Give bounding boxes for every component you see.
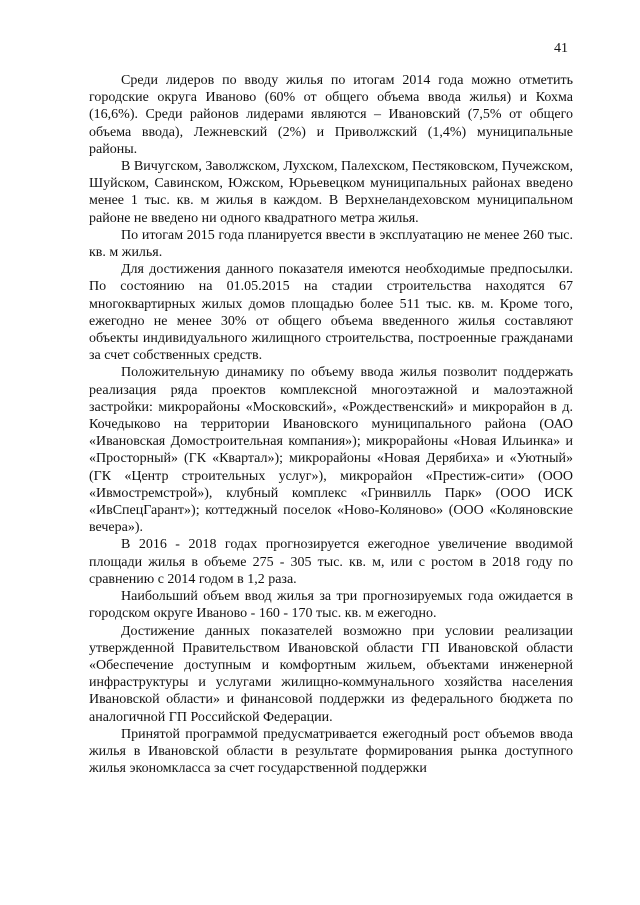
paragraph: Принятой программой предусматривается ежегодный рост объемов ввода жилья в Ивановской области в результате формирования рынка доступного жилья экономкласса за счет государственной поддержки: [89, 726, 573, 777]
paragraph: В Вичугском, Заволжском, Лухском, Палехском, Пестяковском, Пучежском, Шуйском, Савинском, Южском, Юрьевецком муниципальных районах введено менее 1 тыс. кв. м жилья в каждом. В Верхнеландеховском муниципальном районе не введено ни одного квадратного метра жилья.: [89, 159, 573, 226]
paragraph: Для достижения данного показателя имеются необходимые предпосылки. По состоянию на 01.05.2015 на стадии строительства находятся 67 многоквартирных жилых домов площадью более 511 тыс. кв. м. Кроме того, ежегодно не менее 30% от общего объема введенного жилья составляют объекты индивидуального жилищного строительства, построенные гражданами за счет собственных средств.: [89, 262, 573, 364]
paragraph: Наибольший объем ввод жилья за три прогнозируемых года ожидается в городском округе Иваново - 160 - 170 тыс. кв. м ежегодно.: [89, 589, 573, 622]
paragraph: Среди лидеров по вводу жилья по итогам 2014 года можно отметить городские округа Иваново (60% от общего объема ввода жилья) и Кохма (16,6%). Среди районов лидерами являются – Ивановский (7,5% от общего объема ввода), Лежневский (2%) и Приволжский (1,4%) муниципальные районы.: [89, 73, 573, 157]
body-text: [89, 72, 573, 777]
paragraph: Положительную динамику по объему ввода жилья позволит поддержать реализация ряда проектов комплексной многоэтажной и малоэтажной застройки: микрорайоны «Московский», «Рождественский» и микрорайон в д. Кочедыково на территории Ивановского муниципального района (ОАО «Ивановская Домостроительная компания»); микрорайоны «Новая Ильинка» и «Просторный» (ГК «Квартал»); микрорайоны «Новая Дерябиха» и «Уютный» (ГК «Центр строительных услуг»), микрорайон «Престиж-сити» (ООО «Ивмостремстрой»), клубный комплекс «Гринвилль Парк» (ООО ИСК «ИвСпецГарант»); коттеджный поселок «Ново-Коляново» (ООО «Коляновские вечера»).: [89, 365, 573, 536]
page-number: 41: [554, 41, 568, 56]
paragraph: В 2016 - 2018 годах прогнозируется ежегодное увеличение вводимой площади жилья в объеме 275 - 305 тыс. кв. м, или с ростом в 2018 году по сравнению с 2014 годом в 1,2 раза.: [89, 537, 573, 587]
paragraph: По итогам 2015 года планируется ввести в эксплуатацию не менее 260 тыс. кв. м жилья.: [89, 227, 573, 261]
paragraph: Достижение данных показателей возможно при условии реализации утвержденной Правительством Ивановской области ГП Ивановской области «Обеспечение доступным и комфортным жильем, объектами инженерной инфраструктуры и услугами жилищно-коммунального хозяйства населения Ивановской области» и финансовой поддержки из федерального бюджета по аналогичной ГП Российской Федерации.: [89, 623, 573, 725]
